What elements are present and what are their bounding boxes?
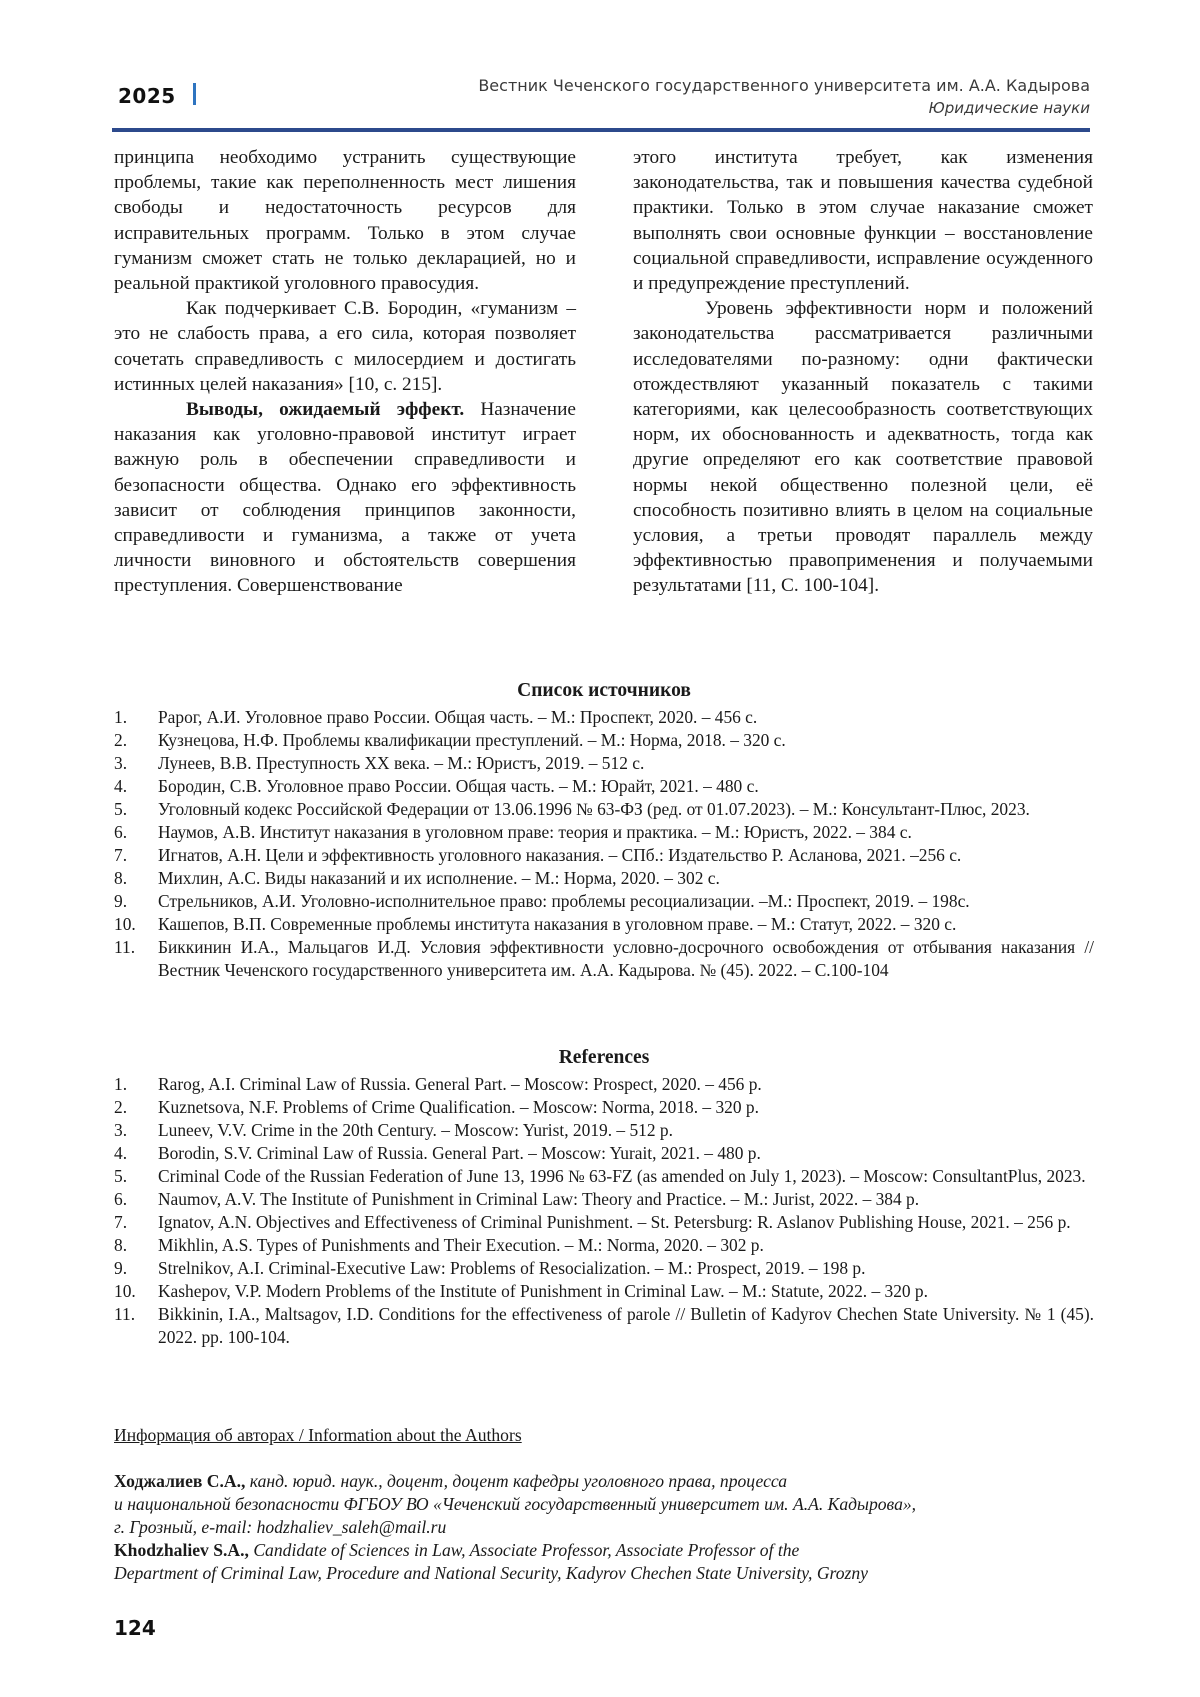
year-separator bbox=[193, 83, 196, 105]
list-item bbox=[114, 1165, 1094, 1188]
page-number: 124 bbox=[114, 1616, 156, 1640]
list-item-text: Criminal Code of the Russian Federation of June 13, 1996 № 63-FZ (as amended on July 1, 2023). – Moscow: ConsultantPlus, 2023. bbox=[158, 1166, 1086, 1186]
list-item-text: Kashepov, V.P. Modern Problems of the Institute of Punishment in Criminal Law. – M.: Statute, 2022. – 320 p. bbox=[158, 1281, 928, 1301]
list-item bbox=[114, 844, 1094, 867]
list-item bbox=[114, 729, 1094, 752]
list-item bbox=[114, 936, 1094, 982]
author-ru-name: Ходжалиев С.А., bbox=[114, 1471, 246, 1491]
author-ru-line-1 bbox=[114, 1470, 1094, 1493]
list-item-number: 11. bbox=[114, 937, 136, 957]
sources-title: Список источников bbox=[517, 680, 691, 701]
list-item-text: Mikhlin, A.S. Types of Punishments and Their Execution. – M.: Norma, 2020. – 302 p. bbox=[158, 1235, 764, 1255]
list-item bbox=[114, 752, 1094, 775]
list-item-text: Borodin, S.V. Criminal Law of Russia. General Part. – Moscow: Yurait, 2021. – 480 p. bbox=[158, 1143, 761, 1163]
list-item-text: Биккинин И.А., Мальцагов И.Д. Условия эффективности условно-досрочного освобождения от отбывания наказания // Вестник Чеченского государственного университета им. А.А. Кадырова. № (45). 2022. – С.100-104 bbox=[158, 937, 1094, 980]
list-item bbox=[114, 1211, 1094, 1234]
right-paragraph-1: этого института требует, как изменения законодательства, так и повышения качества судебной практики. Только в этом случае наказание сможет выполнять свои основные функции – восстановление социальной справедливости, исправление осужденного и предупреждение преступлений. bbox=[633, 147, 1093, 295]
list-item-text: Михлин, А.С. Виды наказаний и их исполнение. – М.: Норма, 2020. – 302 с. bbox=[158, 868, 720, 888]
list-item-text: Bikkinin, I.A., Maltsagov, I.D. Conditions for the effectiveness of parole // Bulletin of Kadyrov Chechen State University. № 1 (45). 2022. pp. 100-104. bbox=[158, 1304, 1094, 1347]
list-item bbox=[114, 1234, 1094, 1257]
conclusions-heading: Выводы, ожидаемый эффект. bbox=[186, 399, 465, 421]
list-item bbox=[114, 775, 1094, 798]
authors-info bbox=[114, 1424, 1094, 1585]
header-rule bbox=[112, 128, 1090, 132]
list-item-number: 1. bbox=[114, 1074, 128, 1094]
list-item-number: 9. bbox=[114, 891, 128, 911]
author-ru-line-2: и национальной безопасности ФГБОУ ВО «Чеченский государственный университет им. А.А. Кадырова», bbox=[114, 1494, 917, 1514]
list-item bbox=[114, 913, 1094, 936]
list-item-text: Стрельников, А.И. Уголовно-исполнительное право: проблемы ресоциализации. –М.: Проспект, 2019. – 198с. bbox=[158, 891, 970, 911]
list-item bbox=[114, 890, 1094, 913]
list-item-number: 3. bbox=[114, 753, 128, 773]
list-item-text: Luneev, V.V. Crime in the 20th Century. – Moscow: Yurist, 2019. – 512 p. bbox=[158, 1120, 673, 1140]
list-item-text: Strelnikov, A.I. Criminal-Executive Law: Problems of Resocialization. – M.: Prospect, 2019. – 198 p. bbox=[158, 1258, 866, 1278]
list-item bbox=[114, 1119, 1094, 1142]
list-item-text: Кашепов, В.П. Современные проблемы института наказания в уголовном праве. – М.: Статут, 2022. – 320 с. bbox=[158, 914, 957, 934]
list-item bbox=[114, 867, 1094, 890]
list-item-text: Kuznetsova, N.F. Problems of Crime Qualification. – Moscow: Norma, 2018. – 320 p. bbox=[158, 1097, 759, 1117]
list-item-number: 10. bbox=[114, 914, 136, 934]
journal-info bbox=[478, 74, 1090, 120]
list-item-number: 2. bbox=[114, 1097, 128, 1117]
author-en-position: Candidate of Sciences in Law, Associate Professor, Associate Professor of the bbox=[248, 1540, 800, 1560]
list-item-number: 8. bbox=[114, 1235, 128, 1255]
list-item-number: 2. bbox=[114, 730, 128, 750]
list-item-number: 6. bbox=[114, 1189, 128, 1209]
list-item-text: Naumov, A.V. The Institute of Punishment in Criminal Law: Theory and Practice. – M.: Jurist, 2022. – 384 p. bbox=[158, 1189, 920, 1209]
left-column bbox=[114, 145, 576, 599]
list-item-text: Лунеев, В.В. Преступность XX века. – М.: Юристъ, 2019. – 512 с. bbox=[158, 753, 645, 773]
list-item-text: Наумов, А.В. Институт наказания в уголовном праве: теория и практика. – М.: Юристъ, 2022. – 384 с. bbox=[158, 822, 912, 842]
journal-section: Юридические науки bbox=[928, 99, 1090, 117]
list-item-text: Игнатов, А.Н. Цели и эффективность уголовного наказания. – СПб.: Издательство Р. Асланова, 2021. –256 с. bbox=[158, 845, 962, 865]
list-item-number: 9. bbox=[114, 1258, 128, 1278]
list-item-number: 5. bbox=[114, 1166, 128, 1186]
list-item-number: 7. bbox=[114, 845, 128, 865]
list-item-text: Бородин, С.В. Уголовное право России. Общая часть. – М.: Юрайт, 2021. – 480 с. bbox=[158, 776, 759, 796]
right-paragraph-2: Уровень эффективности норм и положений законодательства рассматривается различными исследователями по-разному: одни фактически отождествляют указанный показатель с такими категориями, как целесообразность соответствующих норм, их обоснованность и адекватность, тогда как другие определяют его как соответствие правовой нормы некой общественно полезной цели, её способность позитивно влиять в целом на социальные условия, а третьи проводят параллель между эффективностью правоприменения и получаемыми результатами [11, С. 100-104]. bbox=[633, 298, 1093, 597]
left-paragraph-3 bbox=[114, 397, 576, 599]
list-item-number: 11. bbox=[114, 1304, 136, 1324]
list-item bbox=[114, 1073, 1094, 1096]
list-item bbox=[114, 1257, 1094, 1280]
author-en-line-1 bbox=[114, 1539, 1094, 1562]
references-items bbox=[114, 1073, 1094, 1349]
list-item bbox=[114, 1280, 1094, 1303]
list-item-number: 7. bbox=[114, 1212, 128, 1232]
list-item-text: Рарог, А.И. Уголовное право России. Общая часть. – М.: Проспект, 2020. – 456 с. bbox=[158, 707, 758, 727]
left-paragraph-1: принципа необходимо устранить существующие проблемы, такие как переполненность мест лишения свободы и недостаточность ресурсов для исправительных программ. Только в этом случае гуманизм сможет стать не только декларацией, но и реальной практикой уголовного правосудия. bbox=[114, 147, 576, 295]
references-title: References bbox=[558, 1047, 650, 1068]
right-column bbox=[633, 145, 1093, 599]
left-paragraph-2: Как подчеркивает С.В. Бородин, «гуманизм – это не слабость права, а его сила, которая позволяет сочетать справедливость с милосердием и достигать истинных целей наказания» [10, с. 215]. bbox=[114, 298, 576, 395]
author-ru-line-3: г. Грозный, e-mail: hodzhaliev_saleh@mail.ru bbox=[114, 1517, 447, 1537]
author-en-name: Khodzhaliev S.A., bbox=[114, 1540, 249, 1560]
list-item-number: 4. bbox=[114, 1143, 128, 1163]
author-ru-position: канд. юрид. наук., доцент, доцент кафедры уголовного права, процесса bbox=[245, 1471, 788, 1491]
list-item bbox=[114, 1142, 1094, 1165]
author-en-line-2: Department of Criminal Law, Procedure and National Security, Kadyrov Chechen State University, Grozny bbox=[114, 1563, 868, 1583]
references-list-en bbox=[114, 1046, 1094, 1349]
journal-title: Вестник Чеченского государственного университета им. А.А. Кадырова bbox=[478, 76, 1090, 95]
list-item-text: Ignatov, A.N. Objectives and Effectiveness of Criminal Punishment. – St. Petersburg: R. Aslanov Publishing House, 2021. – 256 p. bbox=[158, 1212, 1071, 1232]
list-item-number: 10. bbox=[114, 1281, 136, 1301]
sources-items bbox=[114, 706, 1094, 982]
list-item-number: 6. bbox=[114, 822, 128, 842]
list-item bbox=[114, 1096, 1094, 1119]
issue-year: 2025 bbox=[118, 84, 176, 108]
list-item bbox=[114, 821, 1094, 844]
list-item-number: 1. bbox=[114, 707, 128, 727]
conclusions-text: Назначение наказания как уголовно-правовой институт играет важную роль в обеспечении справедливости и безопасности общества. Однако его эффективность зависит от соблюдения принципов законности, справедливости и гуманизма, а также от учета личности виновного и обстоятельств совершения преступления. Совершенствование bbox=[114, 399, 576, 597]
list-item bbox=[114, 1188, 1094, 1211]
list-item-text: Rarog, A.I. Criminal Law of Russia. General Part. – Moscow: Prospect, 2020. – 456 p. bbox=[158, 1074, 762, 1094]
authors-info-title: Информация об авторах / Information about the Authors bbox=[114, 1425, 522, 1445]
list-item-number: 5. bbox=[114, 799, 128, 819]
list-item bbox=[114, 706, 1094, 729]
page-header bbox=[0, 0, 1200, 140]
list-item-number: 4. bbox=[114, 776, 128, 796]
list-item bbox=[114, 1303, 1094, 1349]
list-item-text: Кузнецова, Н.Ф. Проблемы квалификации преступлений. – М.: Норма, 2018. – 320 с. bbox=[158, 730, 786, 750]
list-item-text: Уголовный кодекс Российской Федерации от 13.06.1996 № 63-ФЗ (ред. от 01.07.2023). – М.: Консультант-Плюс, 2023. bbox=[158, 799, 1030, 819]
list-item-number: 3. bbox=[114, 1120, 128, 1140]
list-item bbox=[114, 798, 1094, 821]
list-item-number: 8. bbox=[114, 868, 128, 888]
sources-list-ru bbox=[114, 679, 1094, 982]
